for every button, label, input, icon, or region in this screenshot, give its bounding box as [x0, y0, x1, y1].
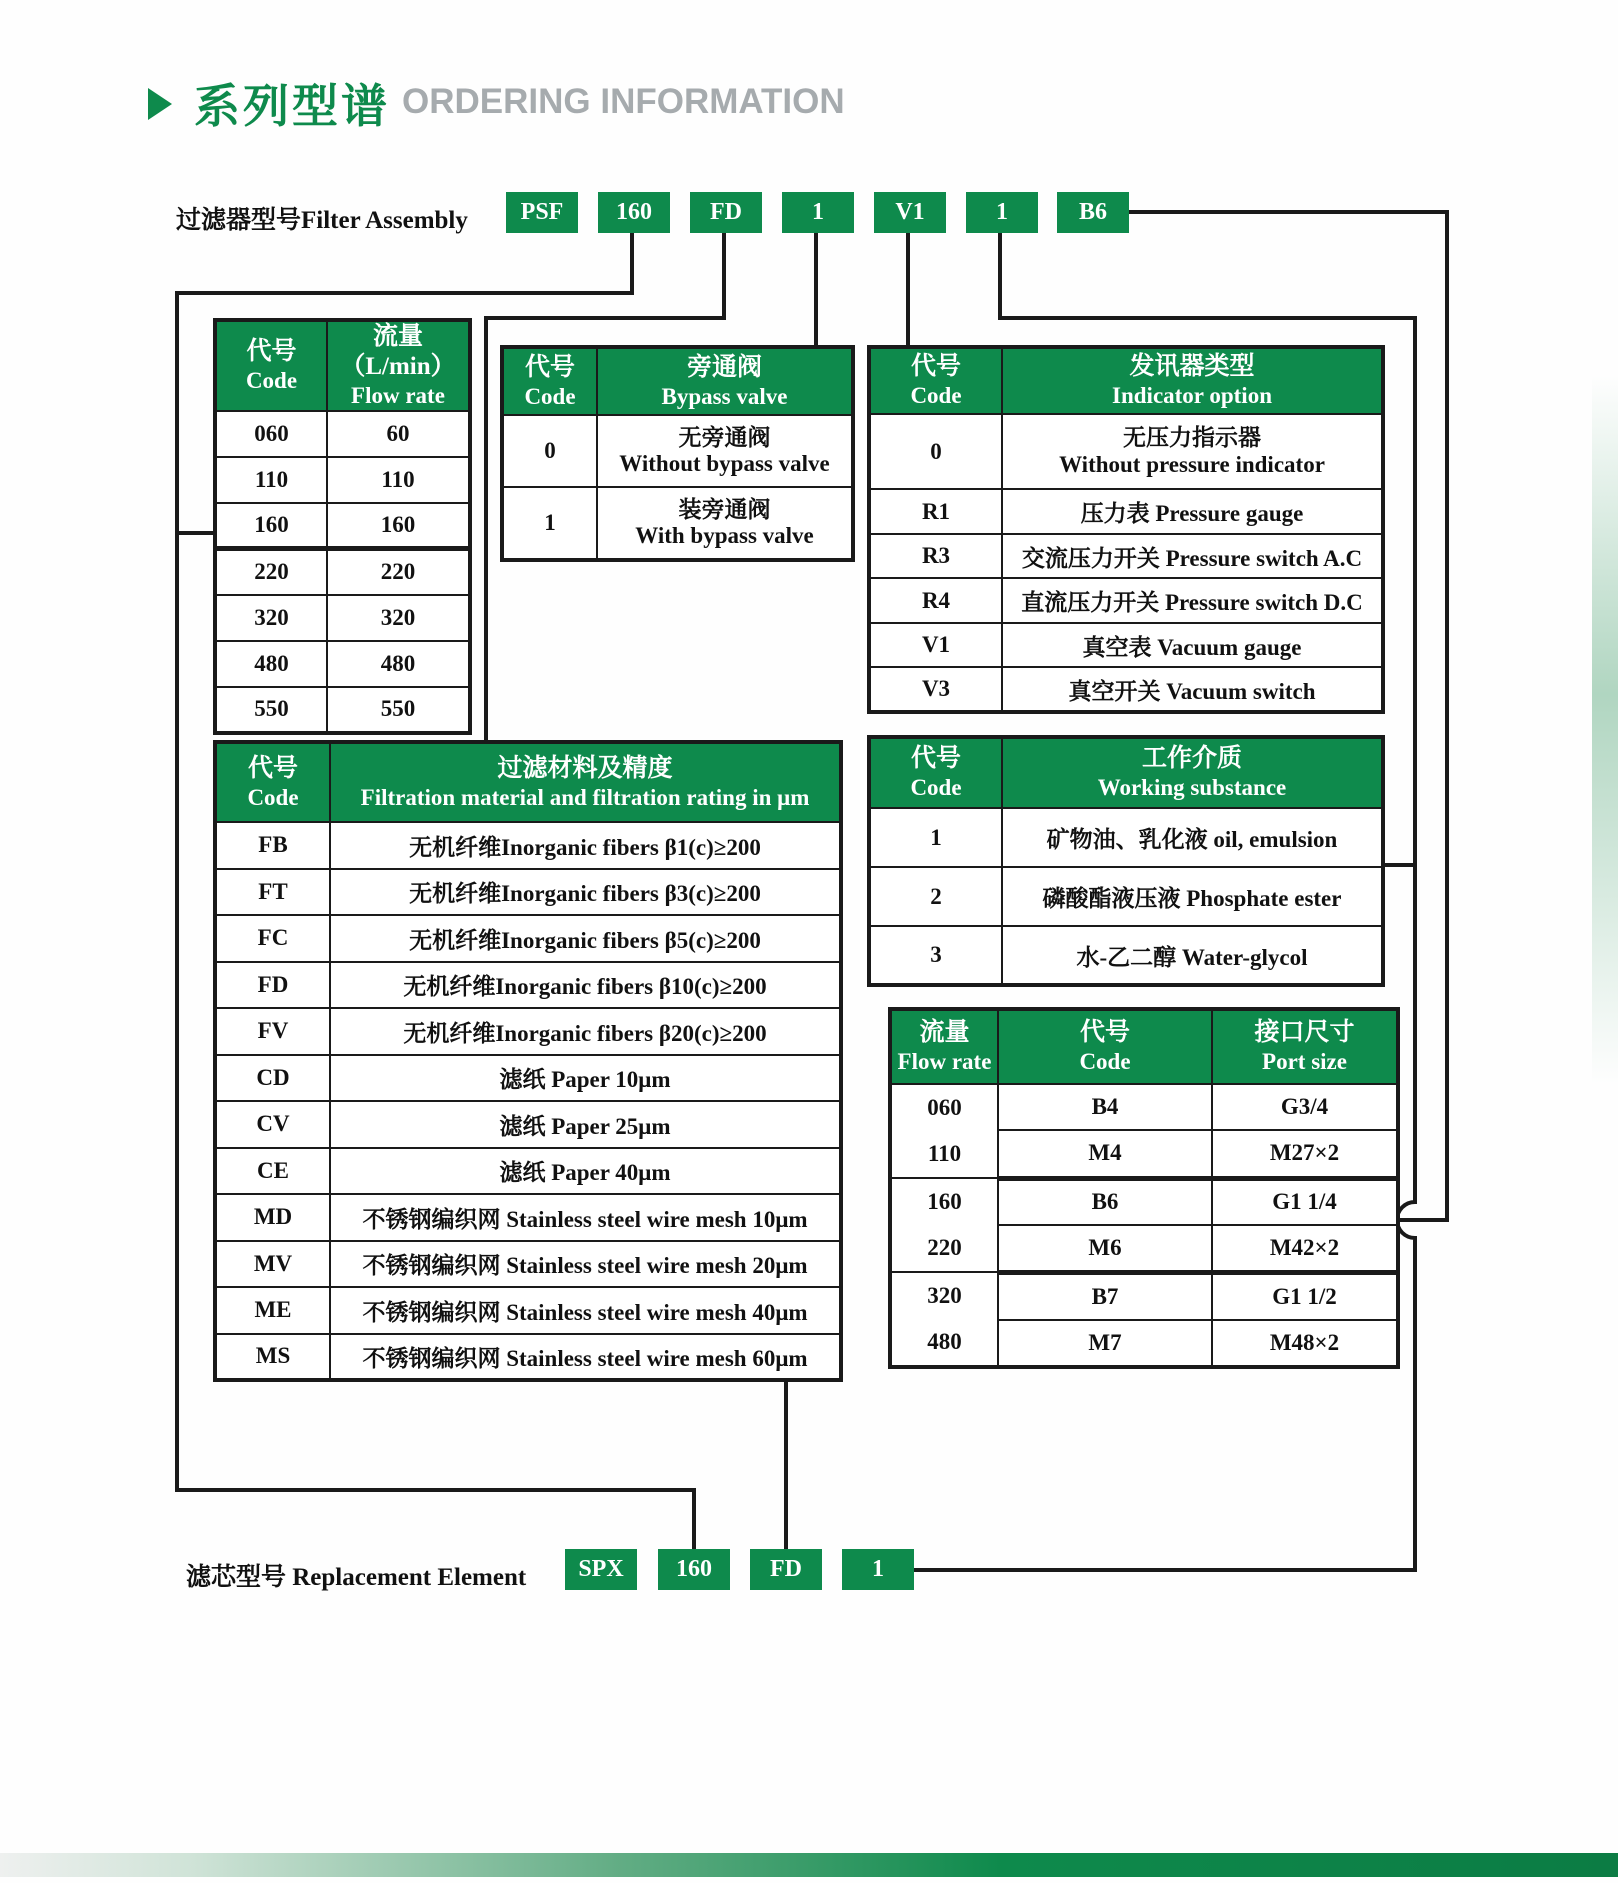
cell: B6 [998, 1178, 1212, 1225]
cell: 滤纸 Paper 10μm [330, 1055, 841, 1102]
cell: 不锈钢编织网 Stainless steel wire mesh 20μm [330, 1241, 841, 1288]
cell: 0 [502, 415, 597, 487]
element-code-substance: 1 [842, 1549, 914, 1590]
col-code: 代号 Code [215, 742, 330, 822]
table-header [215, 742, 841, 822]
assembly-code-material: FD [690, 192, 762, 233]
cell: 2 [869, 867, 1002, 926]
cell: MV [215, 1241, 330, 1288]
col-code: 代号 Code [215, 320, 327, 411]
cell: 110 [215, 457, 327, 503]
working-substance-table [867, 735, 1385, 987]
element-code-flow: 160 [658, 1549, 730, 1590]
section-arrow-icon [148, 88, 172, 120]
bypass-valve-table [500, 345, 855, 562]
table-row [869, 808, 1383, 867]
table-row [215, 641, 470, 687]
cell: 无压力指示器 Without pressure indicator [1002, 414, 1383, 489]
cell: 滤纸 Paper 25μm [330, 1101, 841, 1148]
table-row [502, 415, 853, 487]
cell: 1 [869, 808, 1002, 867]
cell: B4 [998, 1084, 1212, 1130]
table-row [215, 1008, 841, 1055]
table-row [869, 623, 1383, 667]
table-row [215, 1194, 841, 1241]
table-row [215, 822, 841, 869]
cell: 无机纤维Inorganic fibers β3(c)≥200 [330, 869, 841, 916]
table-row [890, 1084, 1398, 1130]
cell: V1 [869, 623, 1002, 667]
col-desc: 工作介质 Working substance [1002, 737, 1383, 808]
filter-assembly-label: 过滤器型号Filter Assembly [176, 207, 468, 234]
cell: 直流压力开关 Pressure switch D.C [1002, 578, 1383, 623]
page-edge-strip [1592, 375, 1618, 1085]
table-header [890, 1009, 1398, 1084]
cell: M7 [998, 1320, 1212, 1367]
table-row [215, 915, 841, 962]
cell: 无机纤维Inorganic fibers β1(c)≥200 [330, 822, 841, 869]
page-title-cn: 系列型谱 [194, 80, 390, 132]
table-row [869, 534, 1383, 578]
col-flow: 流量（L/min） Flow rate [327, 320, 470, 411]
cell: CV [215, 1101, 330, 1148]
cell: B7 [998, 1272, 1212, 1320]
cell: CE [215, 1148, 330, 1195]
table-row [215, 962, 841, 1009]
cell: 3 [869, 926, 1002, 985]
col-code: 代号 Code [502, 347, 597, 415]
cell: R3 [869, 534, 1002, 578]
table-row [215, 457, 470, 503]
table-row [502, 487, 853, 560]
cell: 220 [215, 549, 327, 595]
cell-flow-group: 160 220 [890, 1178, 998, 1272]
table-row [215, 869, 841, 916]
cell-flow-group: 320 480 [890, 1272, 998, 1367]
table-row [890, 1272, 1398, 1320]
assembly-code-port: B6 [1057, 192, 1129, 233]
page-title-en: ORDERING INFORMATION [402, 82, 845, 121]
col-code: 代号 Code [998, 1009, 1212, 1084]
cell: MD [215, 1194, 330, 1241]
cell: 不锈钢编织网 Stainless steel wire mesh 10μm [330, 1194, 841, 1241]
col-code: 代号 Code [869, 347, 1002, 414]
cell: M48×2 [1212, 1320, 1398, 1367]
page-bottom-bar [0, 1853, 1618, 1877]
cell: 060 [215, 411, 327, 457]
cell: 480 [215, 641, 327, 687]
port-size-table [888, 1007, 1400, 1369]
cell: 60 [327, 411, 470, 457]
col-desc: 发讯器类型 Indicator option [1002, 347, 1383, 414]
table-header [869, 347, 1383, 414]
assembly-code-bypass: 1 [782, 192, 854, 233]
cell: R1 [869, 489, 1002, 534]
cell: FV [215, 1008, 330, 1055]
cell: G3/4 [1212, 1084, 1398, 1130]
table-row [215, 1055, 841, 1102]
table-row [215, 1101, 841, 1148]
col-desc: 旁通阀 Bypass valve [597, 347, 853, 415]
cell: 水-乙二醇 Water-glycol [1002, 926, 1383, 985]
table-row [869, 578, 1383, 623]
cell: M4 [998, 1130, 1212, 1178]
table-row [215, 549, 470, 595]
table-row [215, 1334, 841, 1381]
cell: MS [215, 1334, 330, 1381]
table-row [215, 503, 470, 549]
cell: 压力表 Pressure gauge [1002, 489, 1383, 534]
cell: 0 [869, 414, 1002, 489]
cell: FB [215, 822, 330, 869]
cell: 320 [215, 595, 327, 641]
cell: 无机纤维Inorganic fibers β20(c)≥200 [330, 1008, 841, 1055]
cell: 160 [215, 503, 327, 549]
cell: 装旁通阀 With bypass valve [597, 487, 853, 560]
cell: 不锈钢编织网 Stainless steel wire mesh 60μm [330, 1334, 841, 1381]
cell: 无旁通阀 Without bypass valve [597, 415, 853, 487]
cell: V3 [869, 667, 1002, 712]
table-row [890, 1178, 1398, 1225]
cell: 320 [327, 595, 470, 641]
cell: 550 [215, 687, 327, 733]
flow-rate-table [213, 318, 472, 735]
cell: M27×2 [1212, 1130, 1398, 1178]
cell-flow-group: 060 110 [890, 1084, 998, 1178]
assembly-code-psf: PSF [506, 192, 578, 233]
cell: M6 [998, 1225, 1212, 1272]
cell: CD [215, 1055, 330, 1102]
cell: 磷酸酯液压液 Phosphate ester [1002, 867, 1383, 926]
cell: FC [215, 915, 330, 962]
table-row [215, 411, 470, 457]
table-row [869, 926, 1383, 985]
cell: 480 [327, 641, 470, 687]
replacement-element-label: 滤芯型号 Replacement Element [186, 1564, 527, 1591]
table-row [215, 1241, 841, 1288]
table-header [869, 737, 1383, 808]
cell: G1 1/4 [1212, 1178, 1398, 1225]
indicator-option-table [867, 345, 1385, 714]
table-row [869, 667, 1383, 712]
cell: ME [215, 1287, 330, 1334]
cell: M42×2 [1212, 1225, 1398, 1272]
element-code-material: FD [750, 1549, 822, 1590]
filtration-material-table [213, 740, 843, 1382]
cell: FD [215, 962, 330, 1009]
table-row [215, 1287, 841, 1334]
col-code: 代号 Code [869, 737, 1002, 808]
cell: 真空开关 Vacuum switch [1002, 667, 1383, 712]
table-header [502, 347, 853, 415]
table-row [215, 1148, 841, 1195]
cell: 滤纸 Paper 40μm [330, 1148, 841, 1195]
cell: 交流压力开关 Pressure switch A.C [1002, 534, 1383, 578]
cell: 无机纤维Inorganic fibers β5(c)≥200 [330, 915, 841, 962]
cell: 220 [327, 549, 470, 595]
cell: 160 [327, 503, 470, 549]
cell: 110 [327, 457, 470, 503]
table-row [215, 687, 470, 733]
cell: FT [215, 869, 330, 916]
cell: 不锈钢编织网 Stainless steel wire mesh 40μm [330, 1287, 841, 1334]
table-row [869, 867, 1383, 926]
cell: 550 [327, 687, 470, 733]
element-code-spx: SPX [565, 1549, 637, 1590]
assembly-code-flow: 160 [598, 192, 670, 233]
cell: G1 1/2 [1212, 1272, 1398, 1320]
table-row [869, 489, 1383, 534]
cell: 1 [502, 487, 597, 560]
col-desc: 过滤材料及精度 Filtration material and filtration rating in μm [330, 742, 841, 822]
assembly-code-substance: 1 [966, 192, 1038, 233]
cell: 无机纤维Inorganic fibers β10(c)≥200 [330, 962, 841, 1009]
assembly-code-indicator: V1 [874, 192, 946, 233]
cell: 真空表 Vacuum gauge [1002, 623, 1383, 667]
table-row [869, 414, 1383, 489]
col-port: 接口尺寸 Port size [1212, 1009, 1398, 1084]
cell: R4 [869, 578, 1002, 623]
table-header [215, 320, 470, 411]
cell: 矿物油、乳化液 oil, emulsion [1002, 808, 1383, 867]
table-row [215, 595, 470, 641]
col-flow: 流量 Flow rate [890, 1009, 998, 1084]
